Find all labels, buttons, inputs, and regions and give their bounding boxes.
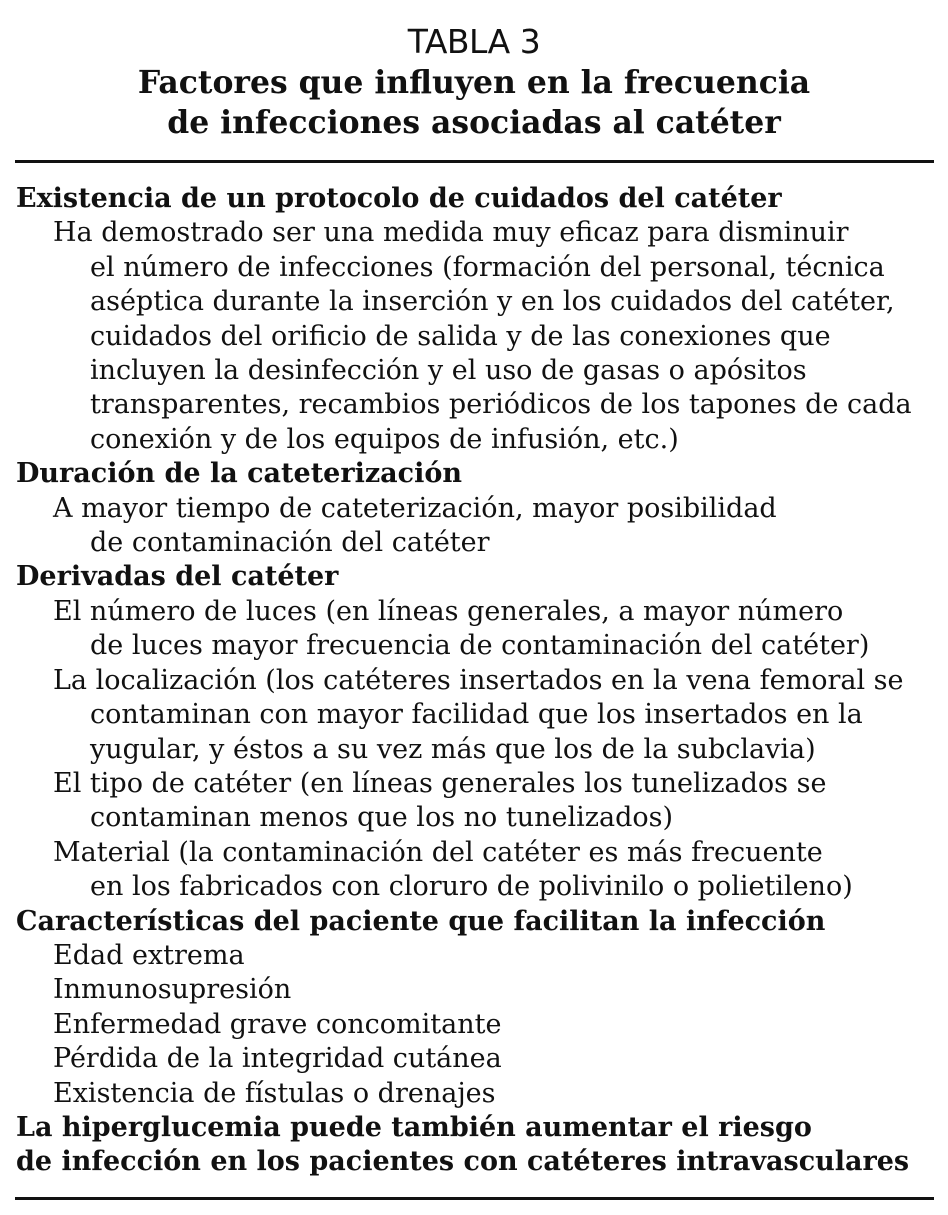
list-item: [16, 492, 936, 561]
list-item: [16, 1042, 936, 1076]
table-number: TABLA 3: [407, 22, 541, 61]
item-text-line: conexión y de los equipos de infusión, etc.): [90, 423, 679, 455]
list-item: [16, 216, 936, 457]
item-text-line: Pérdida de la integridad cutánea: [53, 1043, 502, 1075]
item-text-line: el número de infecciones (formación del personal, técnica: [90, 251, 885, 283]
item-text-line: en los fabricados con cloruro de polivinilo o polietileno): [90, 871, 853, 903]
list-item: [16, 1008, 936, 1042]
list-item: [16, 1077, 936, 1111]
footnote-line: de infección en los pacientes con catéteres intravasculares: [16, 1146, 910, 1178]
footnote: [16, 1111, 936, 1180]
item-text-line: El tipo de catéter (en líneas generales los tunelizados se: [53, 767, 827, 799]
item-text-line: La localización (los catéteres insertados en la vena femoral se: [53, 664, 904, 696]
list-item: [16, 939, 936, 973]
item-text-line: contaminan con mayor facilidad que los insertados en la: [90, 699, 863, 731]
item-text-line: El número de luces (en líneas generales, a mayor número: [53, 595, 844, 627]
item-text-line: Existencia de fístulas o drenajes: [53, 1077, 496, 1109]
item-text-line: de contaminación del catéter: [90, 527, 490, 559]
table-title-line: de infecciones asociadas al catéter: [167, 104, 781, 141]
section-heading: Características del paciente que facilitan la infección: [16, 905, 826, 937]
section-heading: Duración de la cateterización: [16, 458, 462, 490]
list-item: [16, 767, 936, 836]
list-item: [16, 595, 936, 664]
item-text-line: de luces mayor frecuencia de contaminación del catéter): [90, 630, 870, 662]
bottom-rule: [15, 1197, 934, 1200]
table-body: [16, 182, 936, 1180]
item-text-line: Enfermedad grave concomitante: [53, 1008, 502, 1040]
item-text-line: A mayor tiempo de cateterización, mayor posibilidad: [53, 492, 777, 524]
item-text-line: yugular, y éstos a su vez más que los de la subclavia): [90, 733, 816, 765]
list-item: [16, 664, 936, 767]
item-text-line: aséptica durante la inserción y en los cuidados del catéter,: [90, 286, 895, 318]
footnote-line: La hiperglucemia puede también aumentar el riesgo: [16, 1111, 812, 1143]
table-title: [0, 63, 948, 143]
item-text-line: cuidados del orificio de salida y de las conexiones que: [90, 320, 831, 352]
section-heading: Existencia de un protocolo de cuidados del catéter: [16, 183, 782, 214]
item-text-line: Material (la contaminación del catéter es más frecuente: [53, 836, 823, 868]
list-item: [16, 836, 936, 905]
section-heading: Derivadas del catéter: [16, 561, 339, 593]
item-text-line: Ha demostrado ser una medida muy eficaz para disminuir: [53, 217, 849, 249]
item-text-line: contaminan menos que los no tunelizados): [90, 802, 673, 834]
item-text-line: Inmunosupresión: [53, 974, 292, 1006]
table-title-line: Factores que influyen en la frecuencia: [137, 64, 811, 101]
item-text-line: incluyen la desinfección y el uso de gasas o apósitos: [90, 355, 807, 387]
top-rule: [15, 160, 934, 163]
item-text-line: transparentes, recambios periódicos de los tapones de cada: [90, 389, 912, 421]
list-item: [16, 973, 936, 1007]
item-text-line: Edad extrema: [53, 939, 245, 971]
